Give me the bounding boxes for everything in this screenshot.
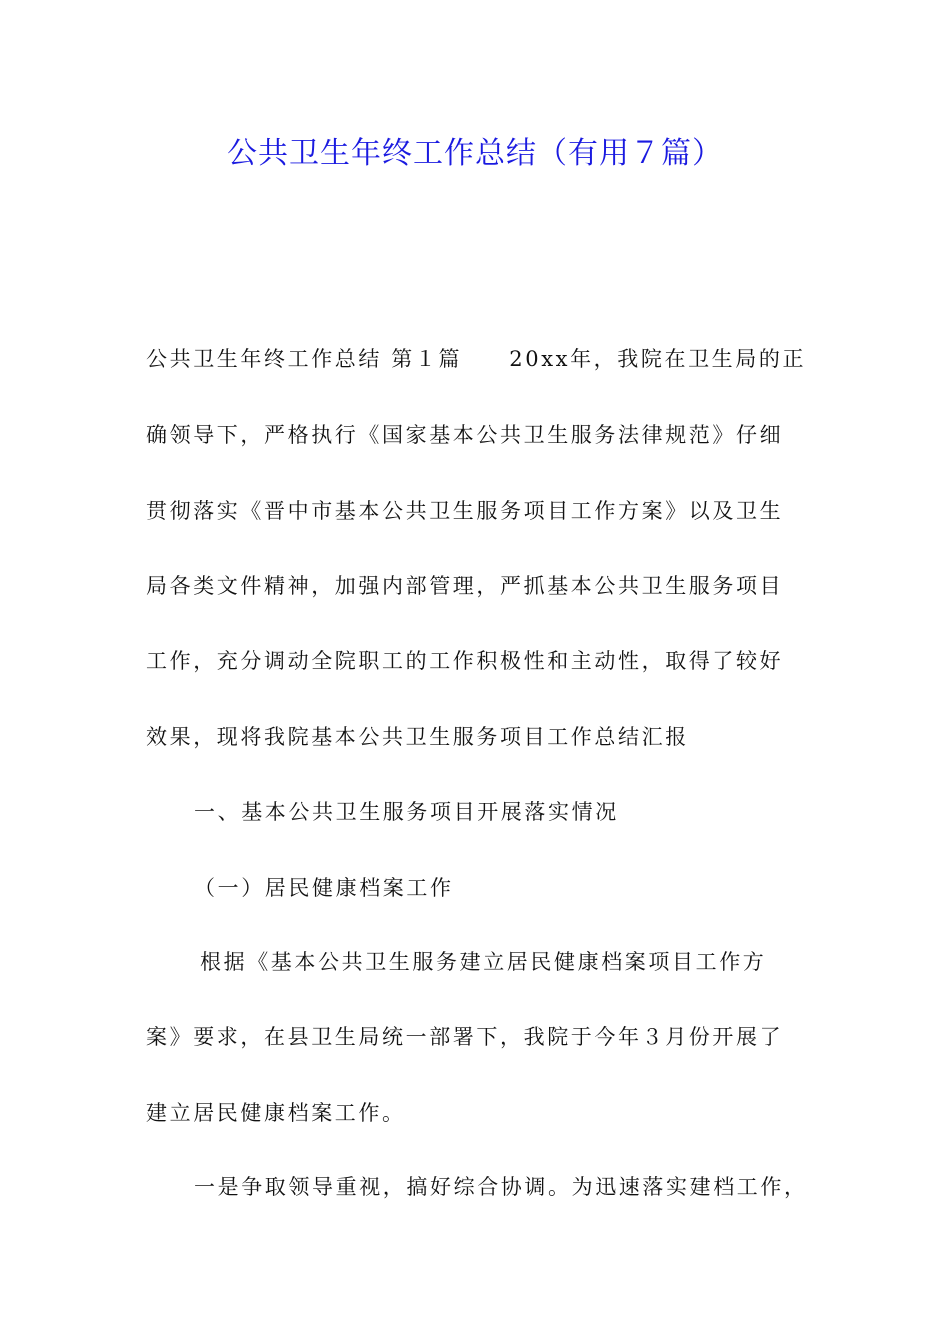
subsection-heading: （一）居民健康档案工作: [194, 876, 454, 900]
paragraph-line: 效果，现将我院基本公共卫生服务项目工作总结汇报: [146, 725, 689, 749]
paragraph-line: 公共卫生年终工作总结 第１篇 20xx年，我院在卫生局的正: [146, 347, 807, 371]
paragraph-line: 确领导下，严格执行《国家基本公共卫生服务法律规范》仔细: [146, 423, 784, 447]
paragraph-line: 案》要求，在县卫生局统一部署下，我院于今年３月份开展了: [146, 1025, 784, 1049]
paragraph-line: 局各类文件精神，加强内部管理，严抓基本公共卫生服务项目: [146, 574, 784, 598]
paragraph-line: 建立居民健康档案工作。: [146, 1101, 406, 1125]
paragraph-line: 贯彻落实《晋中市基本公共卫生服务项目工作方案》以及卫生: [146, 499, 784, 523]
paragraph-line: 工作，充分调动全院职工的工作积极性和主动性，取得了较好: [146, 649, 784, 673]
paragraph-line: 一是争取领导重视，搞好综合协调。为迅速落实建档工作，: [194, 1175, 808, 1199]
document-title: 公共卫生年终工作总结（有用７篇）: [227, 136, 723, 171]
paragraph-line: 根据《基本公共卫生服务建立居民健康档案项目工作方: [200, 950, 767, 974]
section-heading: 一、基本公共卫生服务项目开展落实情况: [194, 800, 619, 824]
